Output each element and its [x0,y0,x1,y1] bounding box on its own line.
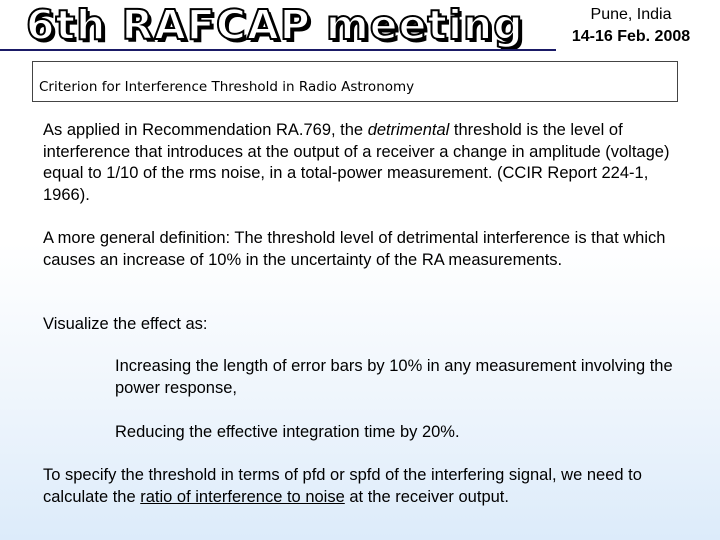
paragraph-definition [43,120,693,206]
dates-text: 14-16 Feb. 2008 [571,28,691,45]
p6-text-start: To specify the threshold in terms of pfd or spfd of the interfering signal, we need to calculate the [43,466,642,506]
indented-error-bars: Increasing the length of error bars by 10% in any measurement involving the power response, [115,357,673,397]
slide-subtitle: Criterion for Interference Threshold in Radio Astronomy [39,79,415,95]
p6-text-end: at the receiver output. [344,487,509,506]
p6-underlined: ratio of interference to noise [140,487,345,506]
p1-emphasis: detrimental [367,121,450,139]
paragraph-general-definition: A more general definition: The threshold level of detrimental interference is that which causes an increase of 10% in the uncertainty of the RA measurements. [43,229,666,269]
p1-text-end: threshold is the level of interference that introduces at the output of a receiver a change in amplitude (voltage) equal to 1/10 of the rms noise, in a total-power measurement. (CCIR Report 224-1, 1966). [43,121,670,204]
p1-text-start: As applied in Recommendation RA.769, the [43,121,368,139]
header-divider [0,49,556,51]
meeting-title: 6th RAFCAP meeting [26,1,524,49]
location-text: Pune, India [590,6,672,23]
subtitle-box [32,61,678,102]
paragraph-threshold-spec [43,465,693,508]
indented-integration-time: Reducing the effective integration time by 20%. [115,423,460,441]
meeting-location-block [548,4,714,48]
paragraph-visualize: Visualize the effect as: [43,315,208,333]
